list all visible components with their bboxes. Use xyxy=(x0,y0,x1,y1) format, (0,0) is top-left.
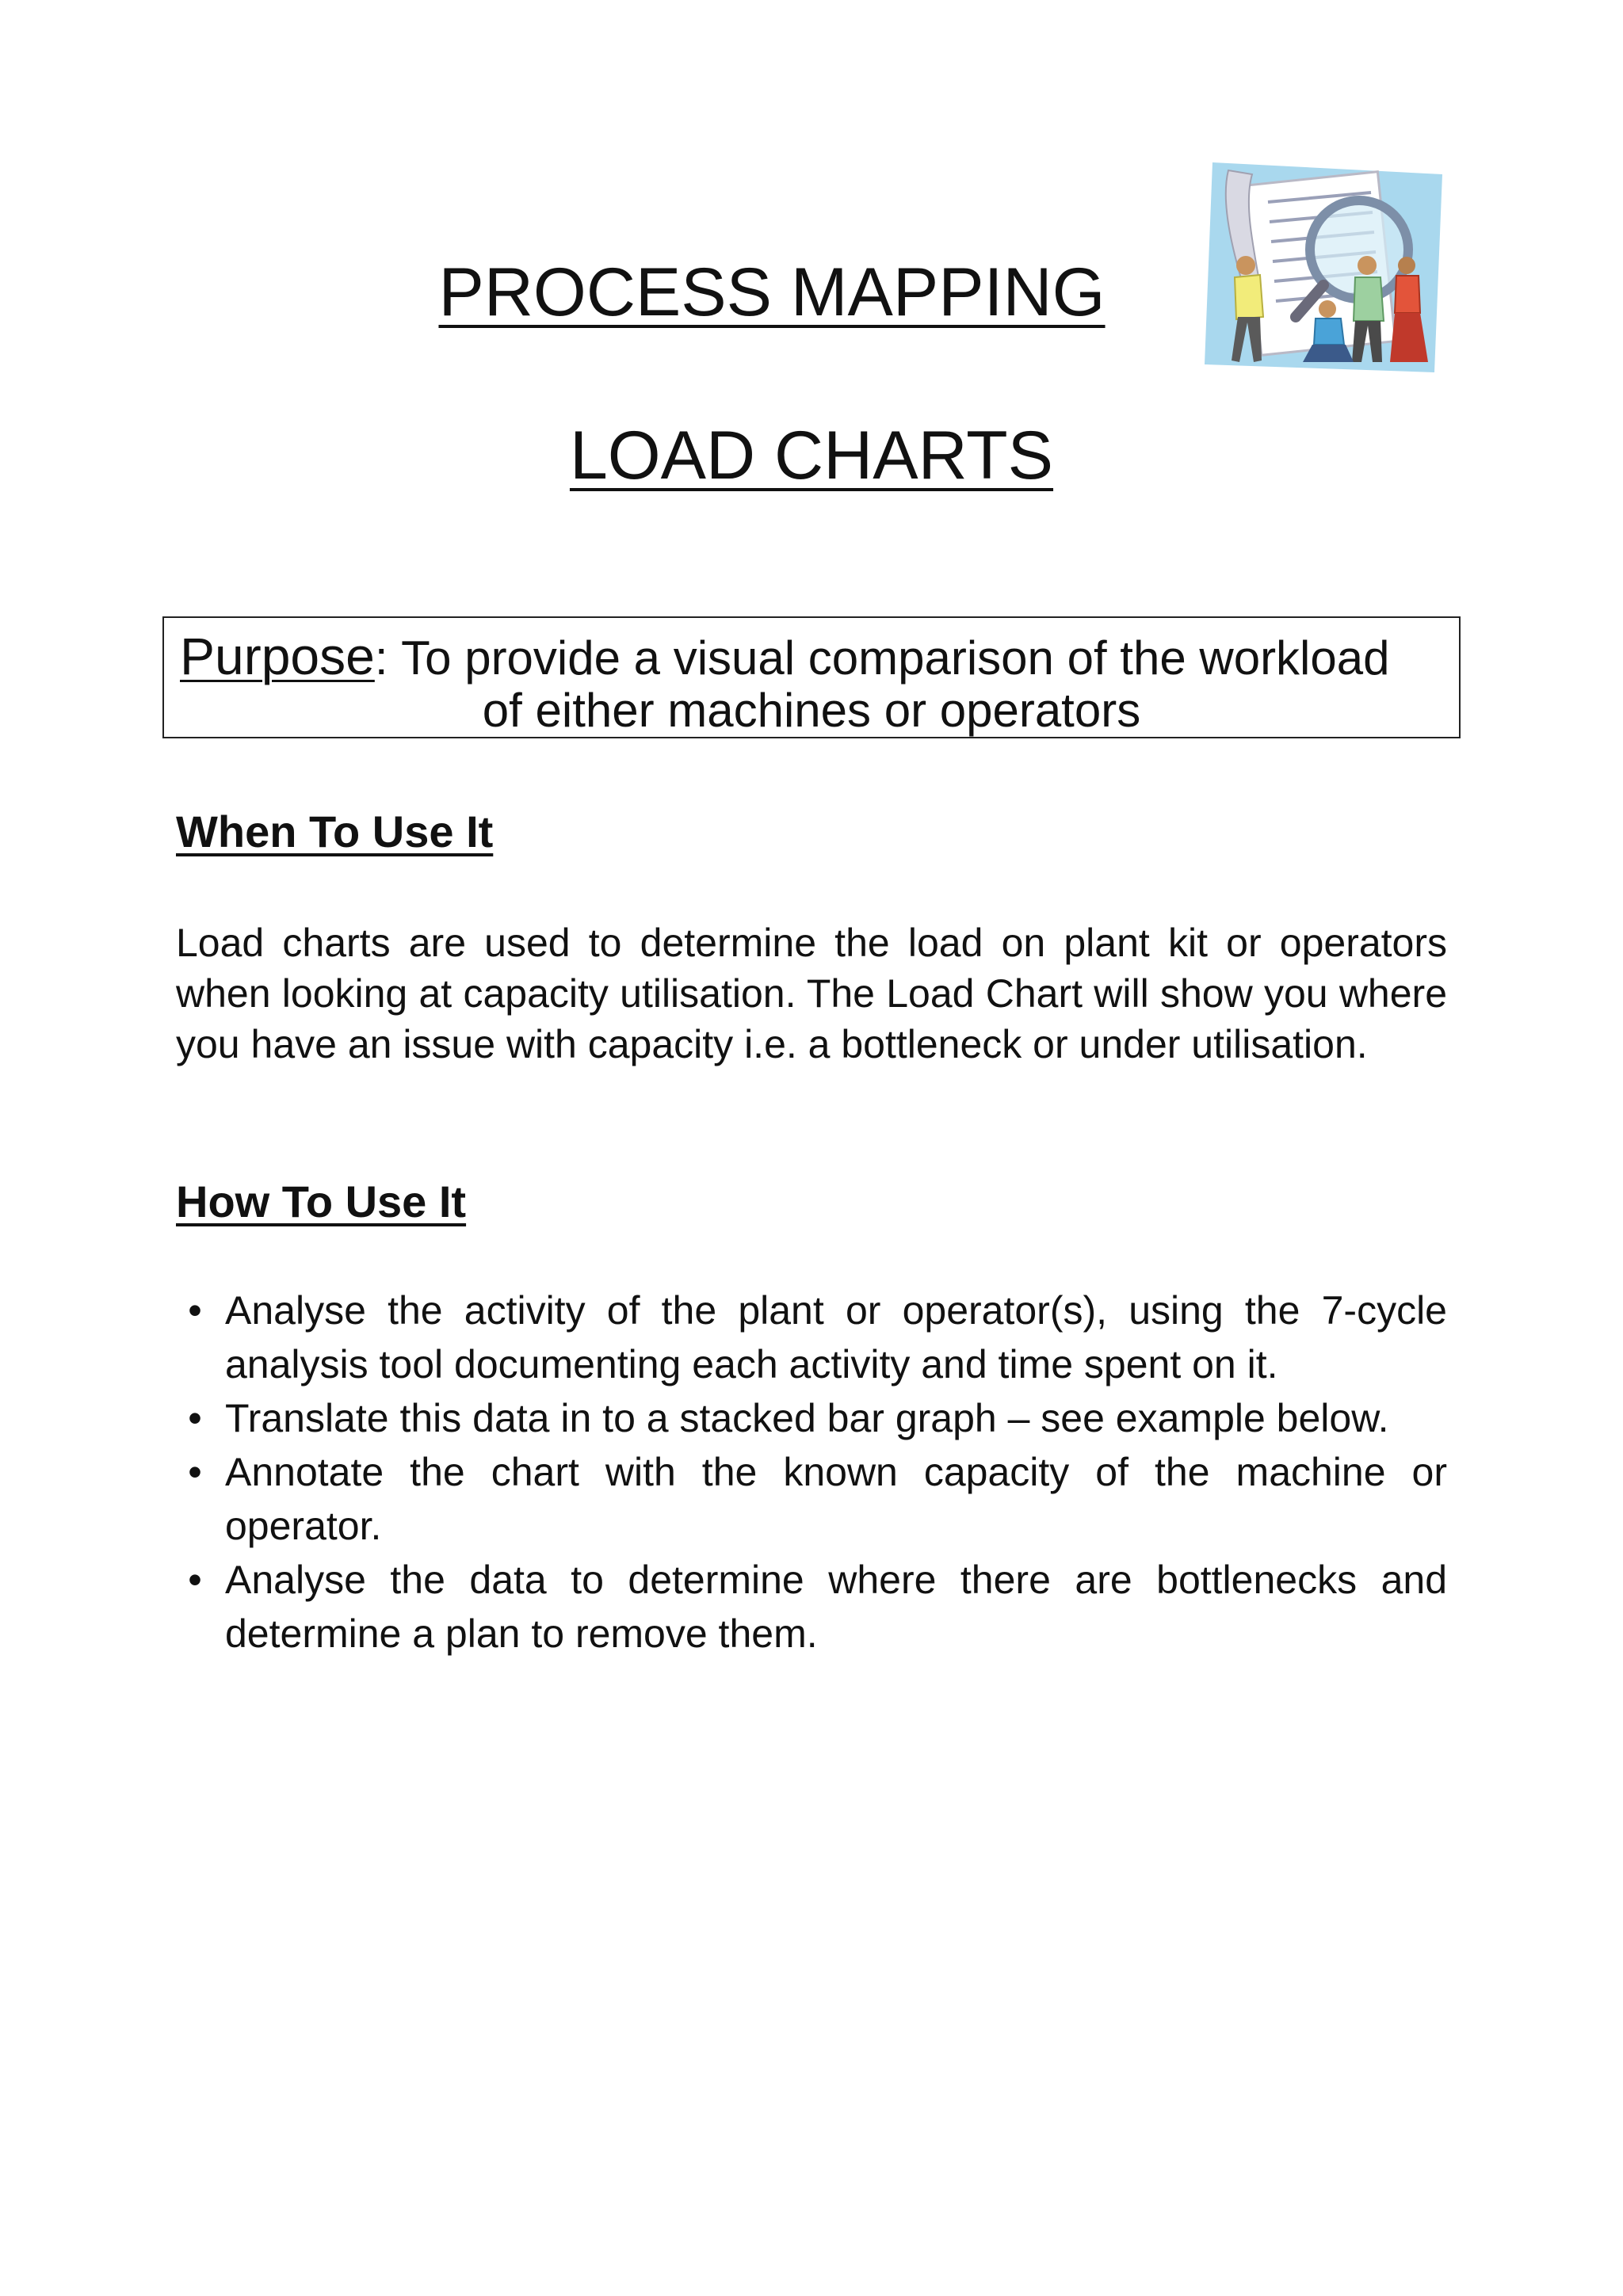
list-item xyxy=(176,1553,1447,1661)
purpose-label: Purpose xyxy=(180,627,375,685)
bullet-icon: • xyxy=(188,1558,202,1602)
document-title: PROCESS MAPPING xyxy=(438,254,1106,330)
how-to-use-heading: How To Use It xyxy=(176,1177,467,1226)
bullet-icon: • xyxy=(188,1288,202,1333)
list-item-text: Analyse the data to determine where there are bottlenecks and determine a plan to remove them. xyxy=(225,1558,1447,1656)
list-item-text: Translate this data in to a stacked bar graph – see example below. xyxy=(225,1396,1389,1440)
list-item-text: Analyse the activity of the plant or operator(s), using the 7-cycle analysis tool documenting each activity and time spent on it. xyxy=(225,1288,1447,1386)
purpose-line-1 xyxy=(180,624,1390,688)
when-to-use-paragraph: Load charts are used to determine the load on plant kit or operators when looking at capacity utilisation. The Load Chart will show you where you have an issue with capacity i.e. a bottleneck or under utilisation. xyxy=(176,921,1447,1066)
document-subtitle: LOAD CHARTS xyxy=(569,418,1054,494)
bullet-icon: • xyxy=(188,1396,202,1440)
list-item xyxy=(176,1283,1447,1391)
purpose-text-line-2: of either machines or operators xyxy=(482,684,1141,737)
purpose-box xyxy=(162,616,1461,738)
purpose-text-line-1: To provide a visual comparison of the workload xyxy=(401,631,1390,685)
bullet-icon: • xyxy=(188,1450,202,1494)
when-to-use-heading: When To Use It xyxy=(176,807,494,856)
list-item xyxy=(176,1391,1447,1445)
how-to-use-list xyxy=(176,1283,1447,1661)
list-item-text: Annotate the chart with the known capacity of the machine or operator. xyxy=(225,1450,1447,1548)
purpose-separator: : xyxy=(374,631,388,685)
list-item xyxy=(176,1445,1447,1553)
